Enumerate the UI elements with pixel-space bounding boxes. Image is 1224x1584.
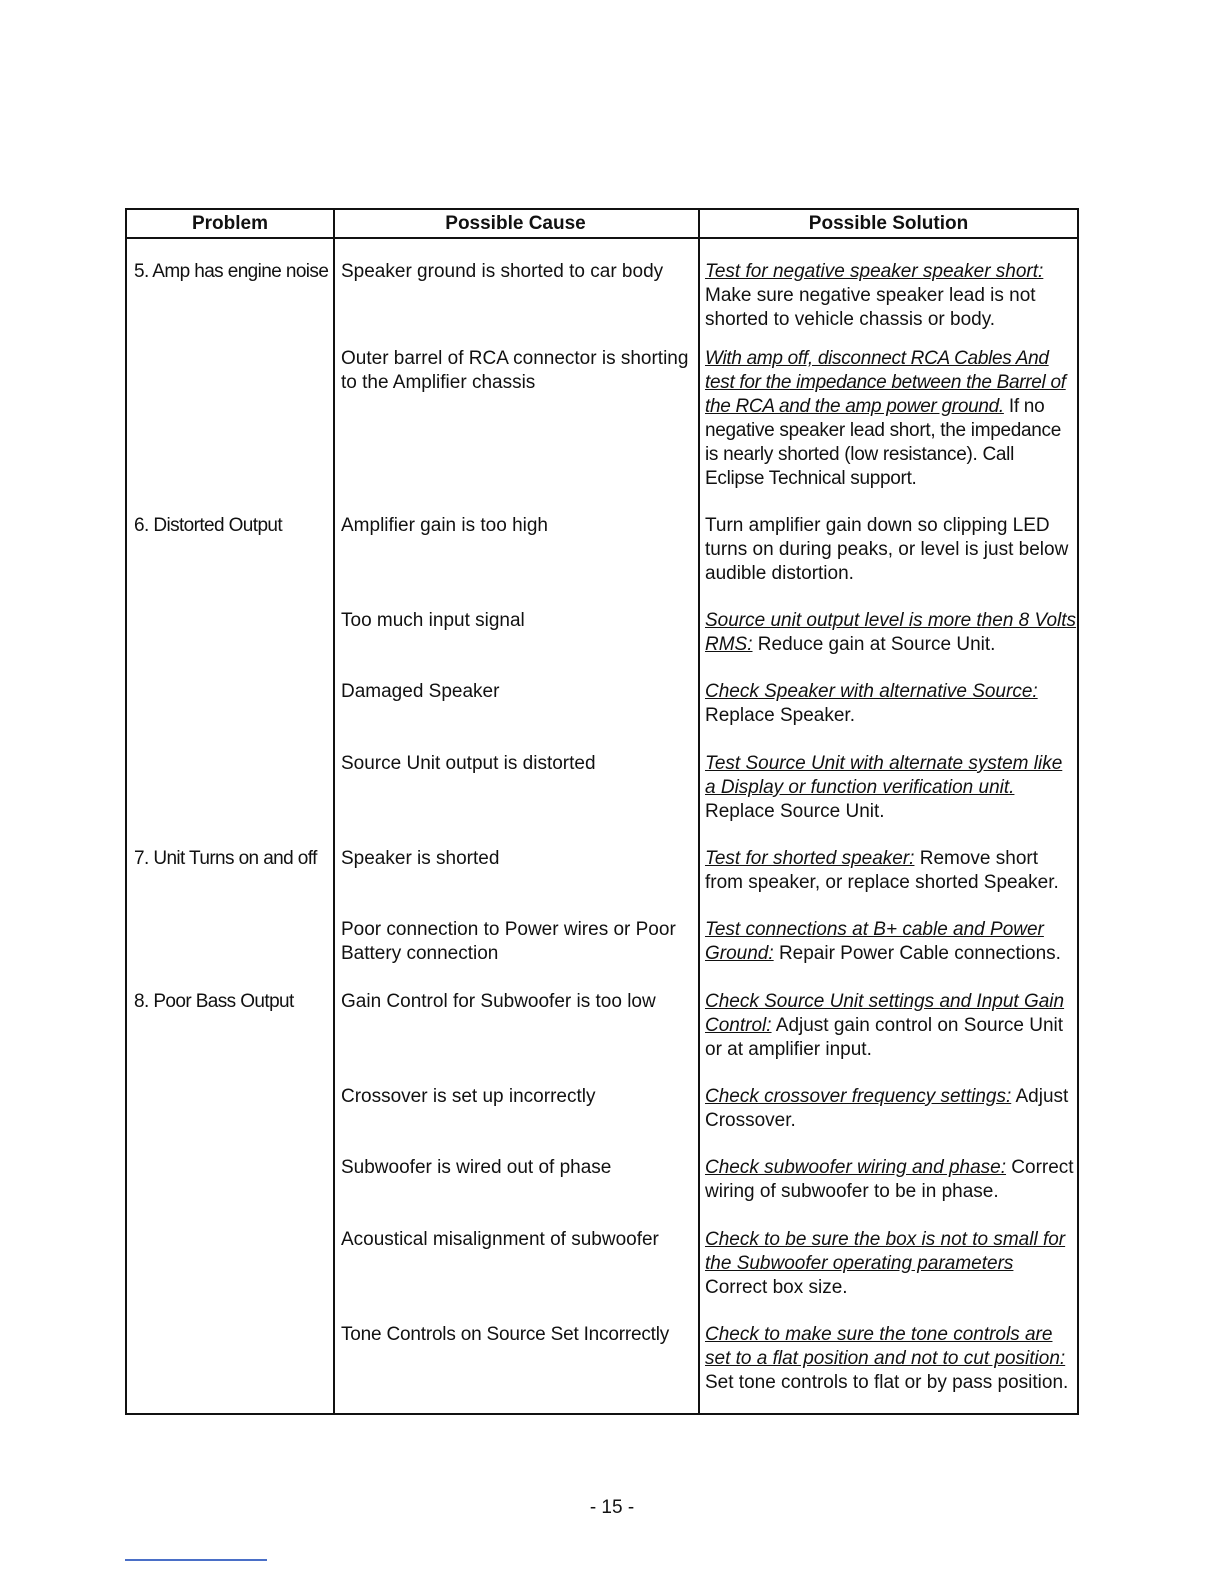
cause-cell: Poor connection to Power wires or Poor Battery connection — [341, 919, 676, 964]
problem-cell: 7. Unit Turns on and off — [134, 848, 317, 869]
cause-cell: Damaged Speaker — [341, 681, 500, 702]
solution-heading: Check to be sure the box is not to small for the Subwoofer operating parameters — [705, 1229, 1066, 1274]
footer-divider — [125, 1559, 267, 1561]
solution-text: Replace Source Unit. — [705, 801, 885, 822]
solution-cell — [705, 847, 1077, 895]
solution-text: Remove short from speaker, or replace shorted Speaker. — [705, 848, 1059, 893]
solution-heading: Test for shorted speaker: — [705, 848, 915, 869]
solution-cell — [705, 752, 1077, 824]
solution-cell — [705, 1323, 1077, 1395]
solution-heading: Check subwoofer wiring and phase: — [705, 1157, 1007, 1178]
solution-cell — [705, 680, 1077, 728]
problem-cell: 5. Amp has engine noise — [134, 261, 329, 282]
solution-cell — [705, 260, 1077, 332]
cause-cell: Subwoofer is wired out of phase — [341, 1157, 612, 1178]
solution-text: If no negative speaker lead short, the impedance is nearly shorted (low resistance). Call Eclipse Technical support. — [705, 396, 1062, 489]
solution-cell — [705, 918, 1077, 966]
column-divider — [698, 210, 700, 1413]
cause-cell: Acoustical misalignment of subwoofer — [341, 1229, 659, 1250]
solution-cell — [705, 1228, 1077, 1300]
cause-cell: Speaker ground is shorted to car body — [341, 261, 664, 282]
header-problem: Problem — [191, 213, 269, 234]
solution-cell — [705, 514, 1077, 586]
solution-text: Reduce gain at Source Unit. — [757, 634, 996, 655]
solution-heading: Check Source Unit settings and Input Gain Control: — [705, 991, 1065, 1036]
column-divider — [333, 210, 335, 1413]
problem-cell: 6. Distorted Output — [134, 515, 283, 536]
solution-cell — [705, 990, 1077, 1062]
solution-heading: Test connections at B+ cable and Power Ground: — [705, 919, 1044, 964]
header-solution: Possible Solution — [808, 213, 969, 234]
cause-cell: Speaker is shorted — [341, 848, 500, 869]
page-number: - 15 - — [589, 1497, 635, 1518]
cause-cell: Amplifier gain is too high — [341, 515, 548, 536]
solution-heading: With amp off, disconnect RCA Cables And test for the impedance between the Barrel of the RCA and the amp power ground. — [705, 348, 1066, 417]
cause-cell: Outer barrel of RCA connector is shorting to the Amplifier chassis — [341, 348, 689, 393]
cause-cell: Crossover is set up incorrectly — [341, 1086, 596, 1107]
solution-text: Replace Speaker. — [705, 705, 855, 726]
solution-text: Turn amplifier gain down so clipping LED turns on during peaks, or level is just below audible distortion. — [705, 515, 1069, 584]
solution-heading: Check Speaker with alternative Source: — [705, 681, 1038, 702]
cause-cell: Tone Controls on Source Set Incorrectly — [341, 1324, 670, 1345]
solution-text: Correct wiring of subwoofer to be in phase. — [705, 1157, 1074, 1202]
cause-cell: Too much input signal — [341, 610, 525, 631]
cause-cell: Source Unit output is distorted — [341, 753, 596, 774]
solution-heading: Check crossover frequency settings: — [705, 1086, 1012, 1107]
solution-cell — [705, 347, 1077, 491]
solution-heading: Test Source Unit with alternate system like a Display or function verification unit. — [705, 753, 1063, 798]
solution-cell — [705, 609, 1077, 657]
solution-heading: Test for negative speaker speaker short: — [705, 261, 1044, 282]
solution-text: Repair Power Cable connections. — [778, 943, 1061, 964]
solution-cell — [705, 1156, 1077, 1204]
cause-cell: Gain Control for Subwoofer is too low — [341, 991, 656, 1012]
solution-text: Correct box size. — [705, 1277, 848, 1298]
problem-cell: 8. Poor Bass Output — [134, 991, 294, 1012]
solution-heading: Check to make sure the tone controls are set to a flat position and not to cut position: — [705, 1324, 1066, 1369]
header-cause: Possible Cause — [445, 213, 586, 234]
solution-text: Adjust gain control on Source Unit or at amplifier input. — [705, 1015, 1064, 1060]
solution-text: Set tone controls to flat or by pass position. — [705, 1372, 1069, 1393]
solution-heading: Source unit output level is more then 8 Volts RMS: — [705, 610, 1077, 655]
troubleshooting-table — [125, 208, 1079, 1415]
solution-cell — [705, 1085, 1077, 1133]
solution-text: Make sure negative speaker lead is not shorted to vehicle chassis or body. — [705, 285, 1036, 330]
solution-text: Adjust Crossover. — [705, 1086, 1069, 1131]
table-header — [127, 210, 1077, 239]
